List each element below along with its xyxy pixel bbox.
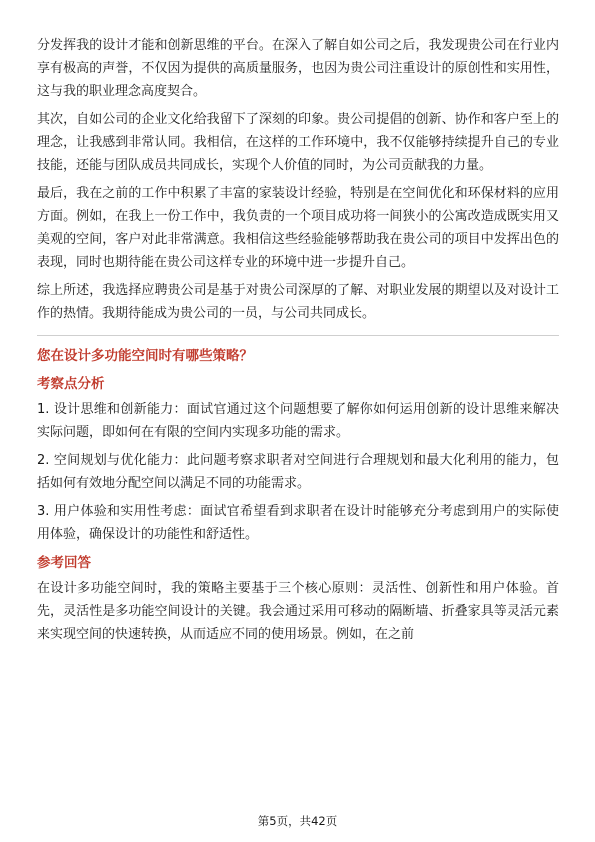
answer-heading: 参考回答 xyxy=(37,555,91,571)
page-content xyxy=(37,34,559,651)
intro-paragraph-3: 最后，我在之前的工作中积累了丰富的家装设计经验，特别是在空间优化和环保材料的应用方面。例如，在我上一份工作中，我负责的一个项目成功将一间狭小的公寓改造成既实用又美观的空间，客户对此非常满意。我相信这些经验能够帮助我在贵公司的项目中发挥出色的表现，同时也期待能在贵公司这样专业的环境中进一步提升自己。 xyxy=(37,186,559,270)
answer-paragraph: 在设计多功能空间时，我的策略主要基于三个核心原则：灵活性、创新性和用户体验。首先，灵活性是多功能空间设计的关键。我会通过采用可移动的隔断墙、折叠家具等灵活元素来实现空间的快速转换，从而适应不同的使用场景。例如，在之前 xyxy=(37,581,559,642)
analysis-item-2: 2. 空间规划与优化能力：此问题考察求职者对空间进行合理规划和最大化利用的能力，包括如何有效地分配空间以满足不同的功能需求。 xyxy=(37,453,559,491)
analysis-heading: 考察点分析 xyxy=(37,376,105,392)
section-divider xyxy=(37,335,559,336)
analysis-item-1: 1. 设计思维和创新能力：面试官通过这个问题想要了解你如何运用创新的设计思维来解决实际问题，即如何在有限的空间内实现多功能的需求。 xyxy=(37,402,559,440)
analysis-item-3: 3. 用户体验和实用性考虑：面试官希望看到求职者在设计时能够充分考虑到用户的实际使用体验，确保设计的功能性和舒适性。 xyxy=(37,504,559,542)
intro-paragraph-4: 综上所述，我选择应聘贵公司是基于对贵公司深厚的了解、对职业发展的期望以及对设计工作的热情。我期待能成为贵公司的一员，与公司共同成长。 xyxy=(37,283,559,321)
interview-question: 您在设计多功能空间时有哪些策略？ xyxy=(37,348,253,364)
page-number: 第5页，共42页 xyxy=(257,814,338,828)
intro-paragraph-2: 其次，自如公司的企业文化给我留下了深刻的印象。贵公司提倡的创新、协作和客户至上的理念，让我感到非常认同。我相信，在这样的工作环境中，我不仅能够持续提升自己的专业技能，还能与团队成员共同成长，实现个人价值的同时，为公司贡献我的力量。 xyxy=(37,112,559,173)
intro-paragraph-1: 分发挥我的设计才能和创新思维的平台。在深入了解自如公司之后，我发现贵公司在行业内享有极高的声誉，不仅因为提供的高质量服务，也因为贵公司注重设计的原创性和实用性，这与我的职业理念高度契合。 xyxy=(37,38,559,99)
